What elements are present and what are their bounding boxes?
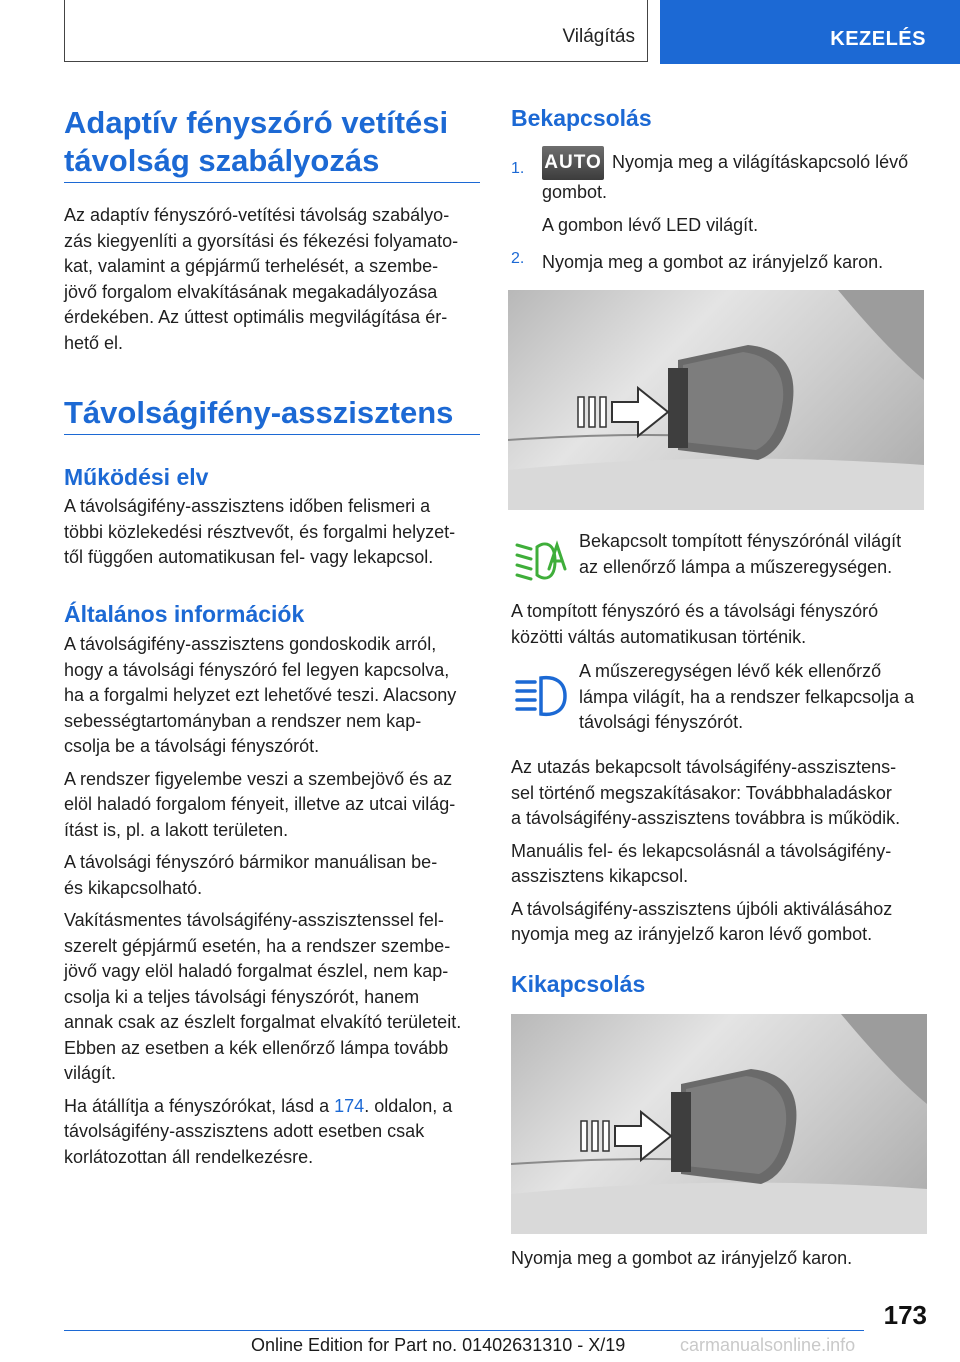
turn-signal-stalk-photo-off (511, 1014, 927, 1234)
subheading-switch-on: Bekapcsolás (511, 105, 652, 131)
chapter-tab (660, 0, 960, 64)
header-left-frame (64, 0, 648, 62)
heading-high-beam-assistant: Távolságifény-asszisztens (64, 395, 454, 430)
principle-paragraph: A távolságifény-asszisztens időben felismeri a többi közlekedési résztvevőt, és forgalmi helyzet- től függően automatikusan fel- vagy lekapcsol. (64, 496, 456, 567)
subheading-switch-off: Kikapcsolás (511, 971, 646, 997)
step-number: 1. (511, 160, 525, 177)
low-beam-indicator-text: Bekapcsolt tompított fényszórónál világít az ellenőrző lámpa a műszeregységen. (579, 531, 902, 577)
subheading-principle: Működési elv (64, 464, 209, 490)
heading-adaptive-headlight: Adaptív fényszóró vetítési távolság szabályozás (64, 105, 449, 178)
heading-rule (64, 182, 480, 183)
general-info-paragraphs: A távolságifény-asszisztens gondoskodik arról, hogy a távolsági fényszóró fel legyen kapcsolva, ha a forgalmi helyzet ezt lehetővé teszi. Alacsony sebességtartományban a rendszer nem kap- csolja be a távolsági fényszórót. A rendszer figyelembe veszi a szembejövő és az elöl haladó forgalom fényeit, illetve az utcai világ- ítást is, pl. a lakott területen. A távolsági fényszóró bármikor manuálisan be- és kikapcsolható. Vakításmentes távolságifény-asszisztenssel fel- szerelt gépjármű esetén, ha a rendszer szembe- jövő vagy elöl haladó forgalmat észlel, nem kap- csolja ki a teljes távolsági fényszórót, hanem annak csak az észlelt forgalmat elvakító területeit. Ebben az esetben a kék ellenőrző lámpa tovább világít. Ha átállítja a fényszórókat, lásd a 174. oldalon, a távolságifény-asszisztens adott esetben csak korlátozottan áll rendelkezésre. (64, 634, 462, 1167)
turn-signal-stalk-photo (508, 290, 924, 510)
chapter-title: KEZELÉS (830, 28, 926, 50)
page-number: 173 (883, 1300, 927, 1330)
page-reference-link[interactable]: 174 (334, 1095, 365, 1116)
switching-paragraph: A tompított fényszóró és a távolsági fényszóró közötti váltás automatikusan történik. (511, 601, 879, 647)
intro-paragraph: Az adaptív fényszóró-vetítési távolság szabályo- zás kiegyenlíti a gyorsítási és fékezési folyamato- kat, valamint a gépjármű terhelését, a szembe- jövő forgalom elvakításának megakadályozása érdekében. Az úttest optimális megvilágítása ér- hető el. (64, 205, 459, 353)
right-paragraphs: Az utazás bekapcsolt távolságifény-asszisztens- sel történő megszakításakor: Továbbhaladáskor a távolságifény-asszisztens továbbra is működik. Manuális fel- és lekapcsolásnál a távolságifény- asszisztens kikapcsol. A távolságifény-asszisztens újbóli aktiválásához nyomja meg az irányjelző karon lévő gombot. (511, 757, 901, 944)
auto-low-beam-indicator-icon (511, 535, 571, 585)
high-beam-indicator-text: A műszeregységen lévő kék ellenőrző lámpa világít, ha a rendszer felkapcsolja a távolsági fényszórót. (579, 661, 915, 732)
auto-button-icon: AUTO (542, 146, 604, 180)
photo-caption: Nyomja meg a gombot az irányjelző karon. (511, 1248, 853, 1268)
edition-text: Online Edition for Part no. 01402631310 - X/19 (251, 1335, 626, 1355)
heading-rule (64, 434, 480, 435)
watermark: carmanualsonline.info (680, 1335, 856, 1355)
section-title: Világítás (562, 26, 635, 47)
footer-rule (64, 1330, 864, 1331)
step-2: 2. Nyomja meg a gombot az irányjelző karon. (511, 250, 884, 272)
high-beam-indicator-icon (511, 670, 571, 720)
step-number: 2. (511, 250, 525, 267)
subheading-general-info: Általános információk (64, 601, 305, 627)
